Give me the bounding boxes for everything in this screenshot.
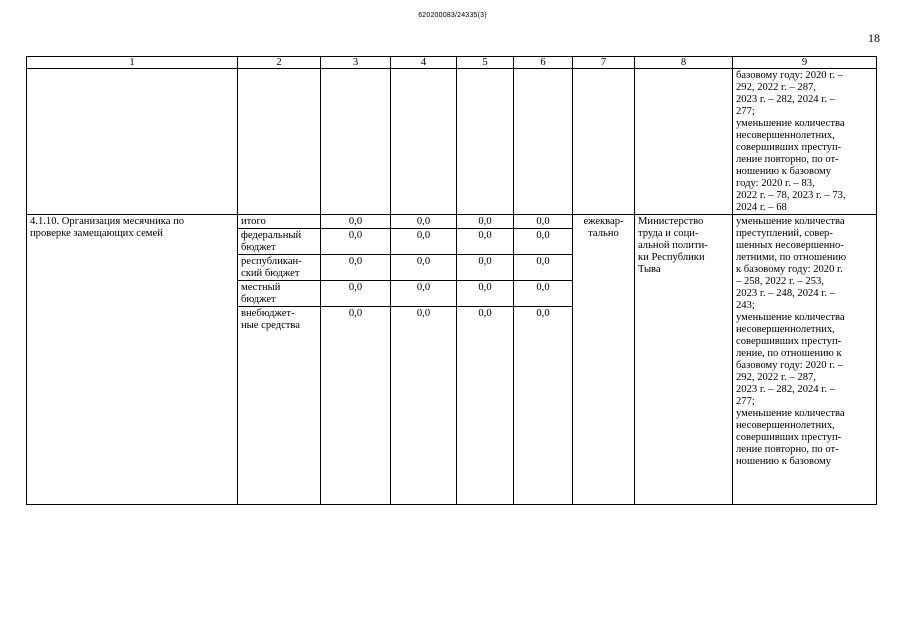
result-line: 2023 г. – 248, 2024 г. – [736, 288, 835, 299]
value-2022: 0,0 [391, 281, 457, 307]
value-2022: 0,0 [391, 307, 457, 505]
result-line: базовому году: 2020 г. – [736, 70, 843, 81]
frequency-cell [573, 215, 635, 505]
value-2020: 0,0 [321, 281, 391, 307]
funding-source: республикан- ский бюджет [238, 255, 321, 281]
executor-line: ки Республики [638, 252, 705, 263]
value-2023: 0,0 [457, 281, 514, 307]
result-line: – 258, 2022 г. – 253, [736, 276, 824, 287]
value-cell-empty [457, 69, 514, 215]
result-line: 292, 2022 г. – 287, [736, 82, 816, 93]
source-cell-empty [238, 69, 321, 215]
value-2024: 0,0 [514, 229, 573, 255]
result-line: 277; [736, 396, 755, 407]
activity-title-line: 4.1.10. Организация месячника по [30, 216, 185, 227]
frequency-line: тально [588, 228, 619, 239]
frequency-line: ежеквар- [583, 216, 624, 227]
executor-cell [635, 215, 733, 505]
result-line: преступлений, совер- [736, 228, 833, 239]
result-line: несовершеннолетних, [736, 324, 835, 335]
document-id-code: 620200083/24335(3) [418, 12, 487, 19]
value-2024: 0,0 [514, 281, 573, 307]
value-cell-empty [321, 69, 391, 215]
value-2020: 0,0 [321, 255, 391, 281]
value-2022: 0,0 [391, 215, 457, 229]
column-header-row [27, 57, 877, 69]
result-line: 2023 г. – 282, 2024 г. – [736, 384, 835, 395]
result-line: 292, 2022 г. – 287, [736, 372, 816, 383]
result-line: летними, по отношению [736, 252, 847, 263]
result-line: году: 2020 г. – 83, [736, 178, 815, 189]
result-line: базовому году: 2020 г. – [736, 360, 843, 371]
result-line: совершивших преступ- [736, 142, 842, 153]
frequency-cell-empty [573, 69, 635, 215]
expected-results-cell [733, 69, 877, 215]
funding-source: местный бюджет [238, 281, 321, 307]
executor-line: труда и соци- [638, 228, 699, 239]
page-number: 18 [868, 31, 880, 45]
column-header: 1 [27, 57, 238, 69]
executor-cell-empty [635, 69, 733, 215]
column-header: 2 [238, 57, 321, 69]
column-header: 6 [514, 57, 573, 69]
activity-title-line: проверке замещающих семей [30, 228, 163, 239]
program-activities-table [26, 56, 877, 505]
result-line: уменьшение количества [736, 118, 845, 129]
result-line: ление повторно, по от- [736, 154, 839, 165]
column-header: 9 [733, 57, 877, 69]
result-line: совершивших преступ- [736, 336, 842, 347]
funding-row-total [27, 215, 877, 229]
column-header: 7 [573, 57, 635, 69]
continuation-row [27, 69, 877, 215]
value-2023: 0,0 [457, 307, 514, 505]
column-header: 8 [635, 57, 733, 69]
value-2020: 0,0 [321, 229, 391, 255]
executor-line: Министерство [638, 216, 704, 227]
result-line: 277; [736, 106, 755, 117]
executor-line: альной полити- [638, 240, 708, 251]
result-line: ление, по отношению к [736, 348, 842, 359]
column-header: 4 [391, 57, 457, 69]
column-header: 5 [457, 57, 514, 69]
value-2023: 0,0 [457, 215, 514, 229]
value-2020: 0,0 [321, 307, 391, 505]
result-line: к базовому году: 2020 г. [736, 264, 843, 275]
funding-source: федеральный бюджет [238, 229, 321, 255]
result-line: совершивших преступ- [736, 432, 842, 443]
expected-results-cell [733, 215, 877, 505]
value-2020: 0,0 [321, 215, 391, 229]
result-line: несовершеннолетних, [736, 130, 835, 141]
activity-cell-empty [27, 69, 238, 215]
column-header: 3 [321, 57, 391, 69]
value-cell-empty [391, 69, 457, 215]
result-line: уменьшение количества [736, 216, 845, 227]
result-line: ление повторно, по от- [736, 444, 839, 455]
executor-line: Тыва [638, 264, 661, 275]
value-2022: 0,0 [391, 229, 457, 255]
activity-title-cell [27, 215, 238, 505]
value-2023: 0,0 [457, 255, 514, 281]
result-line: 243; [736, 300, 755, 311]
value-2023: 0,0 [457, 229, 514, 255]
value-2024: 0,0 [514, 215, 573, 229]
result-line: ношению к базовому [736, 456, 832, 467]
funding-source: внебюджет- ные средства [238, 307, 321, 505]
result-line: несовершеннолетних, [736, 420, 835, 431]
funding-source: итого [238, 215, 321, 229]
result-line: 2024 г. – 68 [736, 202, 787, 213]
value-2024: 0,0 [514, 307, 573, 505]
result-line: 2023 г. – 282, 2024 г. – [736, 94, 835, 105]
result-line: уменьшение количества [736, 312, 845, 323]
value-2024: 0,0 [514, 255, 573, 281]
result-line: уменьшение количества [736, 408, 845, 419]
result-line: ношению к базовому [736, 166, 832, 177]
value-2022: 0,0 [391, 255, 457, 281]
result-line: шенных несовершенно- [736, 240, 844, 251]
result-line: 2022 г. – 78, 2023 г. – 73, [736, 190, 846, 201]
value-cell-empty [514, 69, 573, 215]
